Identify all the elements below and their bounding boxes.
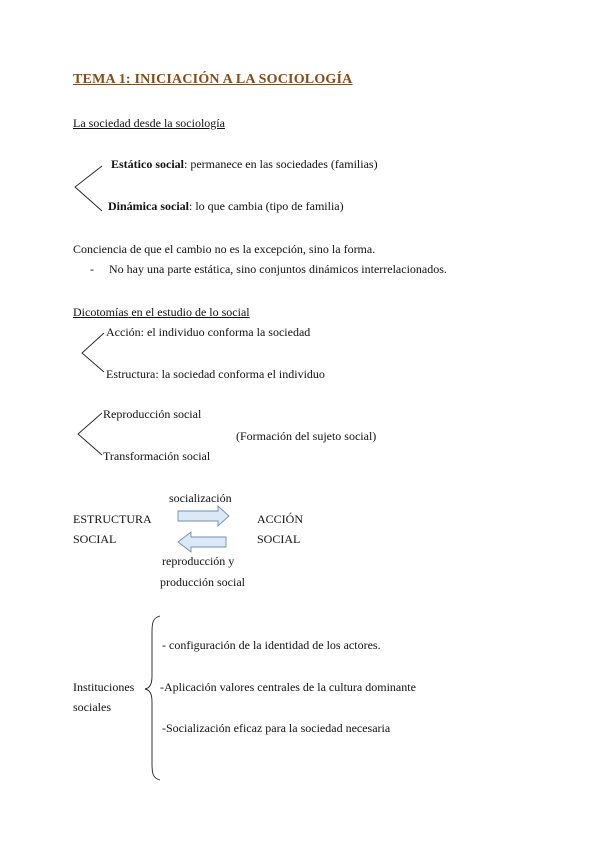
dynamic-social-line [108, 199, 344, 214]
bracket-accion-estructura [82, 333, 104, 372]
label-socializacion: socialización [169, 491, 232, 505]
label-reproduccion-line2: producción social [160, 575, 245, 589]
dynamic-social-term: Dinámica social [108, 199, 189, 213]
instituciones-item: -Socialización eficaz para la sociedad necesaria [162, 721, 391, 735]
instituciones-label-line1: Instituciones [73, 680, 135, 694]
section-heading-sociedad: La sociedad desde la sociología [73, 116, 225, 130]
static-social-desc: : permanece en las sociedades (familias) [184, 157, 378, 171]
bullet-text: No hay una parte estática, sino conjuntos dinámicos interrelacionados. [109, 262, 447, 276]
accion-social-line1: ACCIÓN [257, 512, 304, 526]
bullet-marker: - [90, 262, 94, 276]
formacion-note: (Formación del sujeto social) [236, 429, 377, 443]
arrow-left-reproduccion [178, 532, 226, 552]
accion-social-line2: SOCIAL [257, 532, 301, 546]
static-social-line [111, 157, 378, 172]
estructura-social-line1: ESTRUCTURA [73, 512, 152, 526]
estructura-line: Estructura: la sociedad conforma el individuo [106, 367, 325, 381]
section-heading-dicotomias: Dicotomías en el estudio de lo social [73, 305, 250, 319]
instituciones-item: - configuración de la identidad de los actores. [162, 638, 381, 652]
accion-line: Acción: el individuo conforma la sociedad [106, 325, 311, 339]
reproduccion-social-line: Reproducción social [103, 407, 202, 421]
bracket-static-dynamic [75, 166, 102, 211]
estructura-social-line2: SOCIAL [73, 532, 117, 546]
page-title: TEMA 1: INICIACIÓN A LA SOCIOLOGÍA [73, 72, 353, 87]
dynamic-social-desc: : lo que cambia (tipo de familia) [189, 199, 344, 213]
instituciones-label-line2: sociales [73, 700, 111, 714]
instituciones-item: -Aplicación valores centrales de la cultura dominante [160, 680, 416, 694]
transformacion-social-line: Transformación social [103, 449, 211, 463]
static-social-term: Estático social [111, 157, 184, 171]
arrow-right-socializacion [178, 506, 229, 526]
bracket-reproduccion-transformacion [78, 413, 102, 455]
paragraph-conciencia: Conciencia de que el cambio no es la excepción, sino la forma. [73, 242, 376, 256]
label-reproduccion-line1: reproducción y [162, 554, 235, 568]
brace-instituciones [145, 616, 160, 780]
